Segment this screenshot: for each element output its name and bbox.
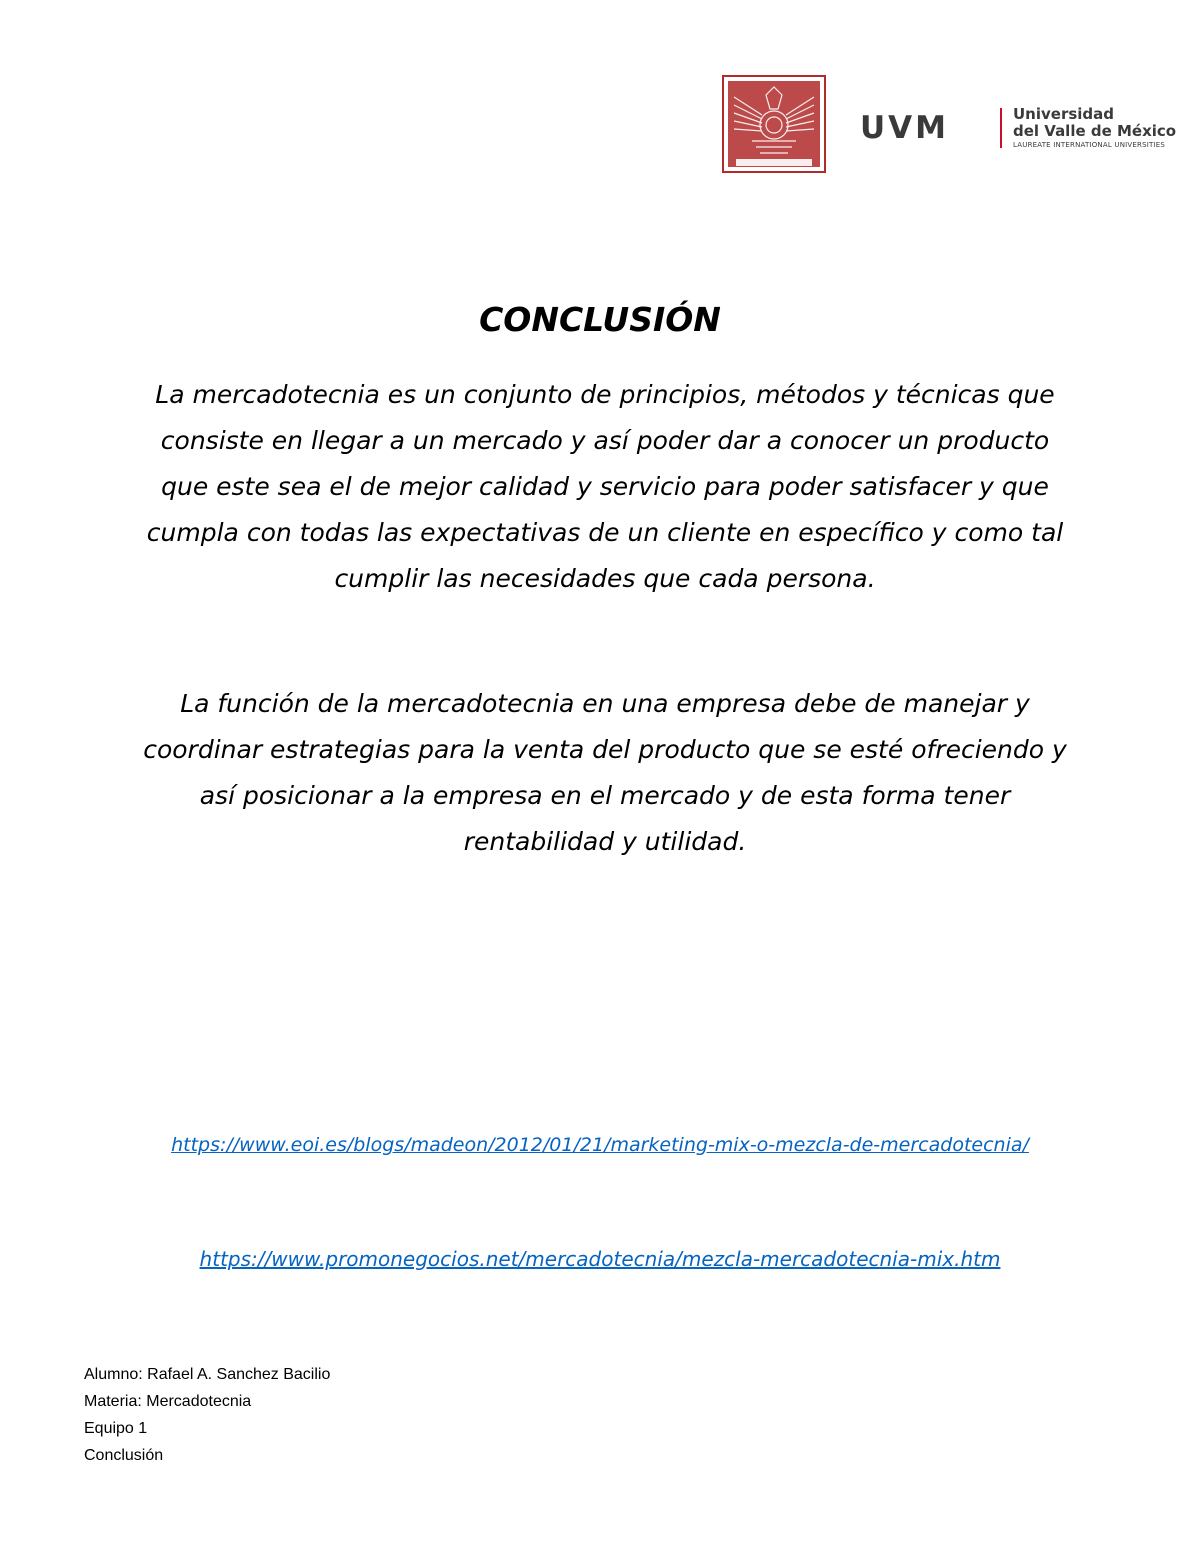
- paragraph-definition: [75, 372, 1135, 602]
- paragraph-line: coordinar estrategias para la venta del producto que se esté ofreciendo y: [143, 735, 1067, 764]
- uvm-tagline: LAUREATE INTERNATIONAL UNIVERSITIES: [1013, 141, 1165, 149]
- paragraph-line: cumplir las necesidades que cada persona.: [334, 564, 876, 593]
- page-title: CONCLUSIÓN: [479, 300, 721, 339]
- paragraph-line: así posicionar a la empresa en el mercado y de esta forma tener: [199, 781, 1011, 810]
- paragraph-line: rentabilidad y utilidad.: [463, 827, 747, 856]
- paragraph-line: cumpla con todas las expectativas de un cliente en específico y como tal: [146, 518, 1064, 547]
- uvm-name-line1: Universidad: [1013, 105, 1115, 123]
- student-info: [84, 1361, 330, 1469]
- paragraph-line: La mercadotecnia es un conjunto de principios, métodos y técnicas que: [155, 380, 1055, 409]
- paragraph-line: que este sea el de mejor calidad y servicio para poder satisfacer y que: [161, 472, 1049, 501]
- subject: Materia: Mercadotecnia: [84, 1393, 252, 1410]
- document-type: Conclusión: [84, 1447, 164, 1464]
- uvm-name-line2: del Valle de México: [1013, 122, 1177, 140]
- uvm-divider: [1000, 108, 1002, 148]
- student-name: Alumno: Rafael A. Sanchez Bacilio: [84, 1366, 331, 1383]
- uvm-mark: UVM: [860, 110, 950, 146]
- uvm-logo: [860, 104, 1180, 154]
- reference-link-eoi[interactable]: https://www.eoi.es/blogs/madeon/2012/01/21/marketing-mix-o-mezcla-de-mercadotecnia/: [171, 1134, 1029, 1156]
- team: Equipo 1: [84, 1420, 148, 1437]
- institutional-crest-logo: [722, 75, 826, 173]
- paragraph-line: consiste en llegar a un mercado y así poder dar a conocer un producto: [160, 426, 1050, 455]
- paragraph-line: La función de la mercadotecnia en una empresa debe de manejar y: [180, 689, 1030, 718]
- institutional-crest-icon: [722, 75, 826, 173]
- paragraph-function: [75, 681, 1135, 865]
- uvm-name: [1013, 106, 1176, 150]
- reference-link-promonegocios[interactable]: https://www.promonegocios.net/mercadotecnia/mezcla-mercadotecnia-mix.htm: [199, 1247, 1001, 1271]
